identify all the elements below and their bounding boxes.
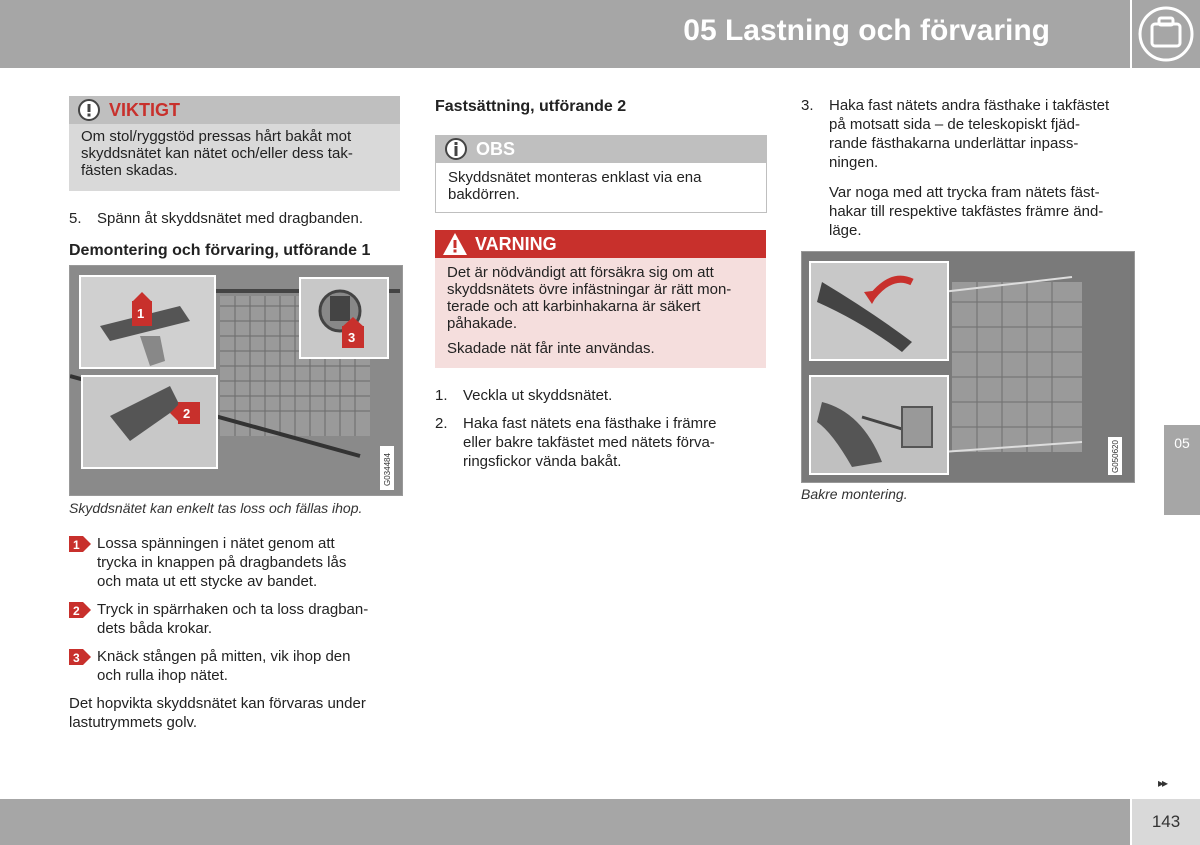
- viktigt-box: [69, 96, 400, 191]
- info-icon: [441, 135, 471, 163]
- step-marker-icon: [69, 536, 91, 552]
- list-number: 1.: [435, 387, 448, 404]
- chapter-tab-label: 05: [1174, 435, 1190, 451]
- step-marker-icon: [69, 602, 91, 618]
- paragraph-line: läge.: [829, 222, 862, 239]
- list-text: Haka fast nätets andra fästhake i takfästet: [829, 97, 1110, 114]
- list-item: [435, 414, 765, 474]
- list-number: 5.: [69, 210, 82, 227]
- list-item: [69, 647, 399, 687]
- list-number: 3.: [801, 97, 814, 114]
- figure-caption: Skyddsnätet kan enkelt tas loss och fällas ihop.: [69, 500, 363, 516]
- list-text: dets båda krokar.: [97, 620, 213, 637]
- varning-line: skyddsnätets övre infästningar är rätt mon-: [447, 281, 732, 298]
- callout-label: 1: [137, 306, 145, 321]
- list-text: Spänn åt skyddsnätet med dragbanden.: [97, 210, 364, 227]
- figure-demontering: [69, 265, 403, 496]
- list-text: på motsatt sida – de teleskopiskt fjäd-: [829, 116, 1080, 133]
- chapter-title: 05 Lastning och förvaring: [683, 14, 1050, 47]
- viktigt-line: Om stol/ryggstöd pressas hårt bakåt mot: [81, 128, 352, 145]
- figure-code: G034484: [383, 453, 392, 486]
- list-text: rande fästhakarna underlättar inpass-: [829, 135, 1079, 152]
- page-footer: [0, 799, 1130, 845]
- obs-line: bakdörren.: [448, 186, 520, 203]
- list-text: Lossa spänningen i nätet genom att: [97, 535, 335, 552]
- chapter-icon-box: [1132, 0, 1200, 68]
- list-item: [801, 96, 1141, 176]
- section-heading: Demontering och förvaring, utförande 1: [69, 242, 371, 259]
- viktigt-label: VIKTIGT: [109, 100, 180, 120]
- obs-label: OBS: [476, 139, 516, 159]
- figure-caption: Bakre montering.: [801, 486, 908, 502]
- obs-box: [435, 135, 767, 213]
- warning-triangle-icon: [440, 230, 470, 258]
- paragraph-line: Det hopvikta skyddsnätet kan förvaras under: [69, 695, 366, 712]
- list-text: Veckla ut skyddsnätet.: [463, 387, 613, 404]
- viktigt-line: fästen skadas.: [81, 162, 178, 179]
- callout-label: 2: [183, 406, 191, 421]
- section-heading: Fastsättning, utförande 2: [435, 98, 627, 115]
- varning-line: terade och att karbinhakarna är säkert: [447, 298, 701, 315]
- note-paragraph: [829, 183, 1103, 240]
- list-text: och rulla ihop nätet.: [97, 667, 228, 684]
- obs-line: Skyddsnätet monteras enklast via ena: [448, 169, 702, 186]
- closing-paragraph: [69, 694, 366, 732]
- list-text: och mata ut ett stycke av bandet.: [97, 573, 318, 590]
- paragraph-line: lastutrymmets golv.: [69, 714, 198, 731]
- varning-line: påhakade.: [447, 315, 518, 332]
- list-text: trycka in knappen på dragbandets lås: [97, 554, 347, 571]
- exclamation-icon: [74, 96, 104, 124]
- list-item: [69, 600, 399, 640]
- varning-line: Det är nödvändigt att försäkra sig om att: [447, 264, 714, 281]
- list-text: ringsfickor vända bakåt.: [463, 453, 622, 470]
- page-number: 143: [1151, 812, 1181, 831]
- next-page-icon: ▸▸: [1158, 776, 1167, 790]
- svg-text:1: 1: [73, 538, 80, 552]
- page-header: [0, 0, 1130, 68]
- paragraph-line: Var noga med att trycka fram nätets fäst-: [829, 184, 1100, 201]
- svg-text:3: 3: [73, 651, 80, 665]
- list-text: eller bakre takfästet med nätets förva-: [463, 434, 715, 451]
- list-text: ningen.: [829, 154, 879, 171]
- suitcase-icon: [1132, 0, 1200, 68]
- list-number: 2.: [435, 415, 448, 432]
- list-text: Tryck in spärrhaken och ta loss dragban-: [97, 601, 369, 618]
- rear-mount-illustration: [802, 252, 1134, 482]
- varning-label: VARNING: [475, 234, 557, 254]
- list-text: Knäck stången på mitten, vik ihop den: [97, 648, 351, 665]
- varning-box: [435, 230, 766, 368]
- list-text: Haka fast nätets ena fästhake i främre: [463, 415, 717, 432]
- list-item: [69, 534, 399, 594]
- step-marker-icon: [69, 649, 91, 665]
- paragraph-line: hakar till respektive takfästes främre änd-: [829, 203, 1104, 220]
- varning-line: Skadade nät får inte användas.: [447, 340, 655, 357]
- figure-bakre-montering: [801, 251, 1135, 483]
- figure-code: G050620: [1111, 440, 1120, 473]
- net-illustration: [70, 266, 402, 495]
- svg-text:2: 2: [73, 604, 80, 618]
- chapter-side-tab: [1164, 425, 1200, 515]
- callout-label: 3: [348, 330, 356, 345]
- viktigt-line: skyddsnätet kan nätet och/eller dess tak-: [81, 145, 353, 162]
